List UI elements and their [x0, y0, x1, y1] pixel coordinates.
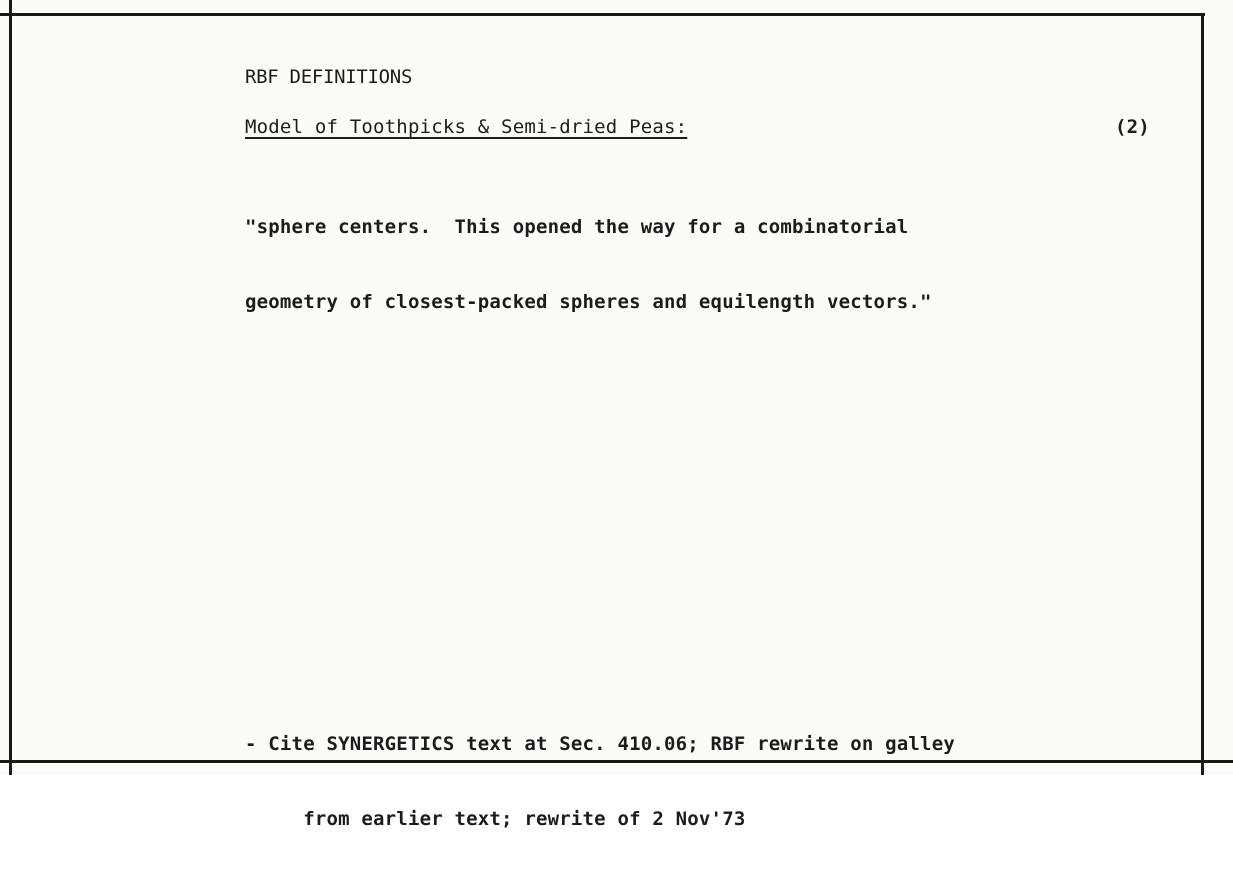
citation-note — [245, 682, 955, 882]
card-top-border — [0, 13, 1205, 16]
card-left-border — [9, 0, 12, 775]
card-number: (2) — [1115, 116, 1150, 138]
card-header: RBF DEFINITIONS — [245, 66, 413, 88]
quote-line: "sphere centers. This opened the way for a combinatorial — [245, 216, 909, 238]
citation-line: - Cite SYNERGETICS text at Sec. 410.06; RBF rewrite on galley — [245, 733, 955, 755]
card-right-border — [1201, 13, 1204, 775]
card-subject: Model of Toothpicks & Semi-dried Peas: — [245, 116, 688, 138]
citation-line: from earlier text; rewrite of 2 Nov'73 — [245, 808, 746, 830]
quote-text — [245, 165, 932, 365]
quote-line: geometry of closest-packed spheres and equilength vectors." — [245, 291, 932, 313]
